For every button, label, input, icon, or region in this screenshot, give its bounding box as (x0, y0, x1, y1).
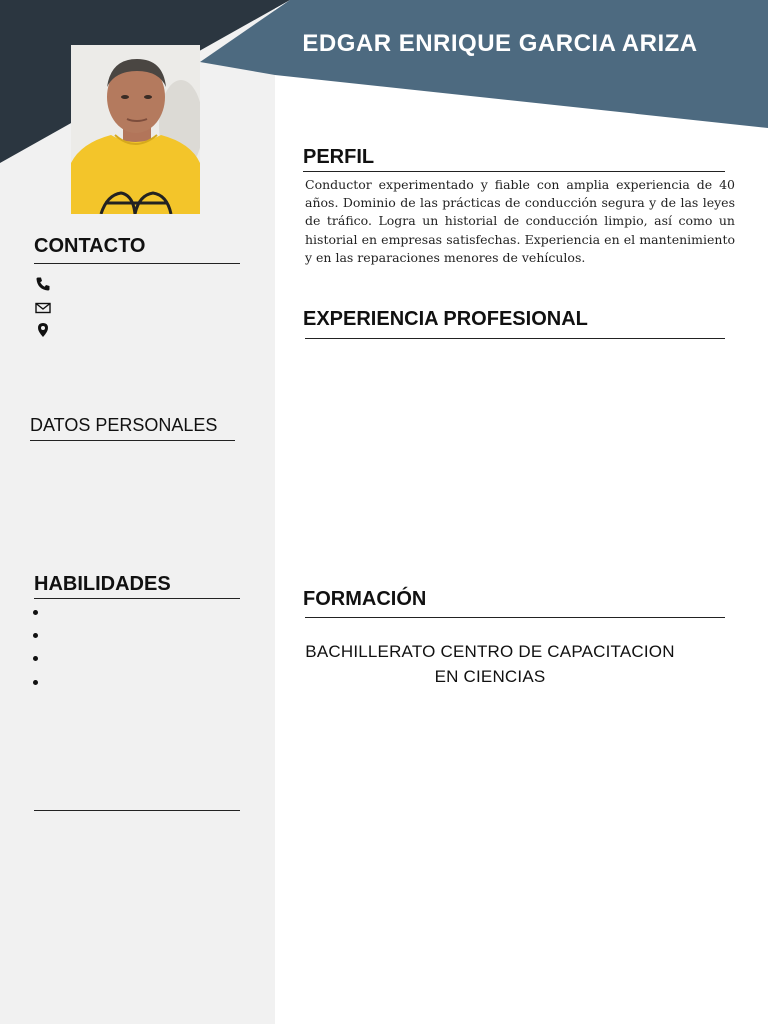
profile-summary: Conductor experimentado y fiable con amplia experiencia de 40 años. Dominio de las prácticas de conducción segura y de las leyes de tráfico. Logra un historial de conducción limpio, así como un historial en empresas satisfechas. Experiencia en el mantenimiento y en las reparaciones menores de vehículos. (305, 177, 735, 265)
profile-divider (303, 171, 725, 172)
sidebar-bottom-divider (34, 810, 240, 811)
skill-bullet (33, 656, 38, 661)
envelope-icon (35, 300, 51, 316)
contact-title: CONTACTO (34, 235, 146, 257)
personal-data-divider (30, 440, 235, 441)
education-entry: BACHILLERATO CENTRO DE CAPACITACION EN CIENCIAS (305, 642, 675, 686)
skill-bullet (33, 680, 38, 685)
location-pin-icon (36, 322, 52, 338)
skill-bullet (33, 633, 38, 638)
profile-title: PERFIL (303, 146, 375, 168)
education-divider (305, 617, 725, 618)
skills-title: HABILIDADES (34, 573, 171, 595)
phone-icon (35, 276, 51, 292)
skill-bullet (33, 610, 38, 615)
skills-divider (34, 598, 240, 599)
profile-photo (71, 45, 200, 214)
contact-divider (34, 263, 240, 264)
personal-data-title: DATOS PERSONALES (30, 415, 218, 435)
candidate-name: EDGAR ENRIQUE GARCIA ARIZA (302, 30, 698, 57)
experience-title: EXPERIENCIA PROFESIONAL (303, 308, 588, 330)
experience-divider (305, 338, 725, 339)
education-title: FORMACIÓN (303, 588, 427, 610)
